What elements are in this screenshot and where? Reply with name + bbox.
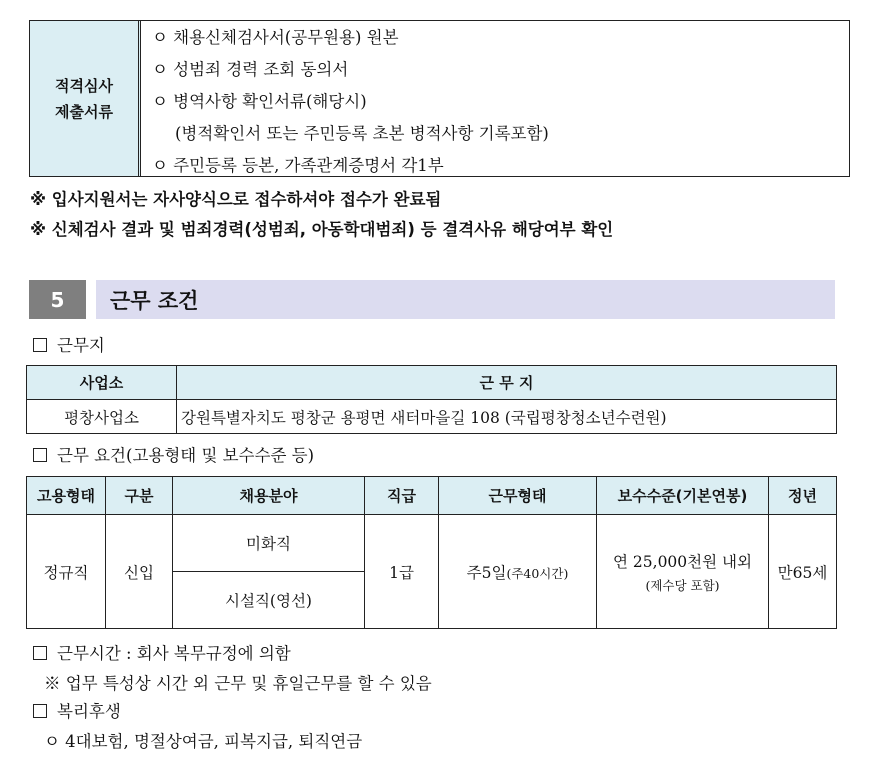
conditions-heading <box>33 442 314 466</box>
header-work-type: 근무형태 <box>439 477 597 515</box>
checkbox-square-icon <box>33 448 47 462</box>
checkbox-square-icon <box>33 338 47 352</box>
field-facility: 시설직(영선) <box>173 572 365 629</box>
documents-label <box>30 21 141 176</box>
conditions-table <box>26 476 837 629</box>
notice-disqualification: ※ 신체검사 결과 및 범죄경력(성범죄, 아동학대범죄) 등 결격사유 해당여부 확인 <box>30 220 614 239</box>
welfare-heading-text: 복리후생 <box>57 702 121 721</box>
section-number: 5 <box>29 280 86 319</box>
header-retirement: 정년 <box>769 477 837 515</box>
employment-type: 정규직 <box>27 515 106 629</box>
header-field: 채용분야 <box>173 477 365 515</box>
documents-label-line1: 적격심사 <box>55 76 113 95</box>
field-cleaning: 미화직 <box>173 515 365 572</box>
grade: 1급 <box>365 515 439 629</box>
checkbox-square-icon <box>33 646 47 660</box>
hours-note: ※ 업무 특성상 시간 외 근무 및 휴일근무를 할 수 있음 <box>44 674 432 693</box>
workplace-office: 평창사업소 <box>27 400 177 434</box>
workplace-header-location: 근 무 지 <box>177 366 837 400</box>
document-item: ㅇ 채용신체검사서(공무원용) 원본 <box>152 28 399 47</box>
workplace-header-office: 사업소 <box>27 366 177 400</box>
workplace-heading <box>33 332 105 356</box>
welfare-item: ㅇ 4대보험, 명절상여금, 피복지급, 퇴직연금 <box>44 732 363 751</box>
section-title: 근무 조건 <box>96 280 835 319</box>
workplace-location: 강원특별자치도 평창군 용평면 새터마을길 108 (국립평창청소년수련원) <box>177 400 837 434</box>
hours-heading <box>33 640 291 664</box>
header-grade: 직급 <box>365 477 439 515</box>
header-category: 구분 <box>106 477 173 515</box>
pay <box>597 515 769 629</box>
category: 신입 <box>106 515 173 629</box>
header-pay: 보수수준(기본연봉) <box>597 477 769 515</box>
notice-application-form: ※ 입사지원서는 자사양식으로 접수하셔야 접수가 완료됨 <box>30 190 442 209</box>
workplace-heading-text: 근무지 <box>57 336 105 355</box>
checkbox-square-icon <box>33 704 47 718</box>
documents-box <box>29 20 850 177</box>
documents-label-line2: 제출서류 <box>55 102 113 121</box>
pay-sub: (제수당 포함) <box>645 577 720 593</box>
work-type-main: 주5일 <box>466 563 507 582</box>
hours-heading-text: 근무시간 : 회사 복무규정에 의함 <box>57 644 291 663</box>
conditions-heading-text: 근무 요건(고용형태 및 보수수준 등) <box>57 446 314 465</box>
pay-main: 연 25,000천원 내외 <box>613 552 752 571</box>
work-type <box>439 515 597 629</box>
workplace-table <box>26 365 837 434</box>
welfare-heading <box>33 698 121 722</box>
header-employment-type: 고용형태 <box>27 477 106 515</box>
document-item-note: (병적확인서 또는 주민등록 초본 병적사항 기록포함) <box>175 124 549 143</box>
document-item: ㅇ 성범죄 경력 조회 동의서 <box>152 60 349 79</box>
retirement: 만65세 <box>769 515 837 629</box>
document-item: ㅇ 주민등록 등본, 가족관계증명서 각1부 <box>152 156 444 175</box>
document-item: ㅇ 병역사항 확인서류(해당시) <box>152 92 367 111</box>
work-type-sub: (주40시간) <box>506 565 569 581</box>
